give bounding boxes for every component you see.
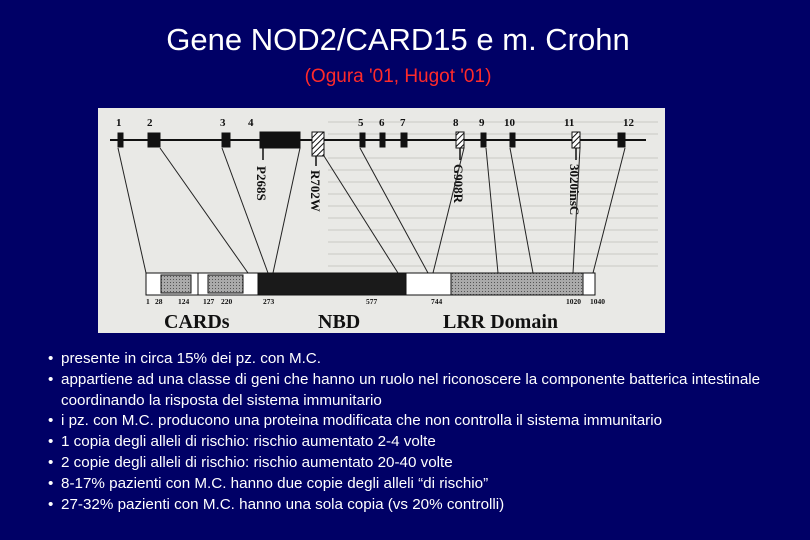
domain-label-lrr: LRR Domain xyxy=(443,311,559,333)
exon-2-box xyxy=(148,133,160,147)
exon-label: 11 xyxy=(564,117,575,129)
list-item-text: 1 copia degli alleli di rischio: rischio aumentato 2-4 volte xyxy=(61,433,436,451)
exon-label: 6 xyxy=(379,117,385,129)
exon-11-box xyxy=(572,132,580,148)
exon-5-box xyxy=(360,133,365,147)
bullet-dot: • xyxy=(48,412,54,430)
slide-subtitle: (Ogura '01, Hugot '01) xyxy=(304,66,492,87)
list-item-text: 27-32% pazienti con M.C. hanno una sola copia (vs 20% controlli) xyxy=(61,495,505,513)
exon-label: 5 xyxy=(358,117,364,129)
exon-4-box xyxy=(260,132,300,148)
exon-label: 3 xyxy=(220,117,226,129)
position-label: 124 xyxy=(178,297,190,306)
bullet-list xyxy=(48,349,798,515)
exon-label: 10 xyxy=(504,117,515,129)
domain-label-cards: CARDs xyxy=(164,311,230,333)
exon-7-box xyxy=(401,133,407,147)
domain-label-nbd: NBD xyxy=(318,311,361,333)
card1-domain xyxy=(161,275,191,293)
connector-line xyxy=(118,148,146,273)
protein-linker xyxy=(406,273,451,295)
mutation-label-3020insc: 3020insC xyxy=(567,164,582,216)
connector-line xyxy=(273,148,300,273)
exon-9-box xyxy=(481,133,486,147)
exon-label: 9 xyxy=(479,117,485,129)
exon-label: 4 xyxy=(248,117,254,129)
exon-3-box xyxy=(222,133,230,147)
position-label: 577 xyxy=(366,297,378,306)
bullet-dot: • xyxy=(48,370,54,388)
exon-label: 8 xyxy=(453,117,459,129)
list-item xyxy=(48,432,798,453)
position-label: 1020 xyxy=(566,297,581,306)
exon-label: 1 xyxy=(116,117,122,129)
bullet-dot: • xyxy=(48,474,54,492)
exon-6-box xyxy=(380,133,385,147)
position-label: 1 xyxy=(146,297,150,306)
position-label: 1040 xyxy=(590,297,605,306)
bullet-dot: • xyxy=(48,453,54,471)
position-label: 127 xyxy=(203,297,215,306)
position-label: 273 xyxy=(263,297,275,306)
exon-4-hatched-box xyxy=(312,132,324,156)
gene-structure-figure xyxy=(98,108,665,333)
slide-title: Gene NOD2/CARD15 e m. Crohn xyxy=(166,22,630,57)
exon-1-box xyxy=(118,133,123,147)
list-item-text: 2 copie degli alleli di rischio: rischio aumentato 20-40 volte xyxy=(61,453,453,471)
mutation-label-r702w: R702W xyxy=(308,170,323,212)
position-label: 220 xyxy=(221,297,233,306)
nbd-domain-block xyxy=(258,273,406,295)
exon-label: 7 xyxy=(400,117,406,129)
list-item xyxy=(48,474,798,495)
connector-line xyxy=(160,148,248,273)
position-label: 28 xyxy=(155,297,163,306)
list-item-text: presente in circa 15% dei pz. con M.C. xyxy=(61,350,321,367)
list-item xyxy=(48,349,798,370)
bullet-dot: • xyxy=(48,495,54,513)
position-label: 744 xyxy=(431,297,443,306)
gene-diagram xyxy=(98,108,665,333)
protein-end xyxy=(583,273,595,295)
background-text-texture xyxy=(328,122,658,266)
exon-12-box xyxy=(618,133,625,147)
list-item xyxy=(48,370,798,412)
exon-label: 2 xyxy=(147,117,153,129)
bullet-dot: • xyxy=(48,433,54,451)
exon-8-box xyxy=(456,132,464,148)
mutation-label-p268s: P268S xyxy=(254,166,269,201)
list-item xyxy=(48,453,798,474)
exon-10-box xyxy=(510,133,515,147)
mutation-label-g908r: G908R xyxy=(451,164,466,203)
list-item-text: appartiene ad una classe di geni che hanno un ruolo nel riconoscere la componente batterica intestinale coordinando la risposta del sistema immunitario xyxy=(61,370,761,409)
exon-label: 12 xyxy=(623,117,634,129)
list-item-text: i pz. con M.C. producono una proteina modificata che non controlla il sistema immunitario xyxy=(61,412,663,430)
list-item xyxy=(48,495,798,516)
list-item xyxy=(48,411,798,432)
list-item-text: 8-17% pazienti con M.C. hanno due copie degli alleli “di rischio” xyxy=(61,474,489,492)
card2-domain xyxy=(208,275,243,293)
connector-line xyxy=(324,156,398,273)
lrr-domain-block xyxy=(451,273,583,295)
bullet-dot: • xyxy=(48,350,54,367)
